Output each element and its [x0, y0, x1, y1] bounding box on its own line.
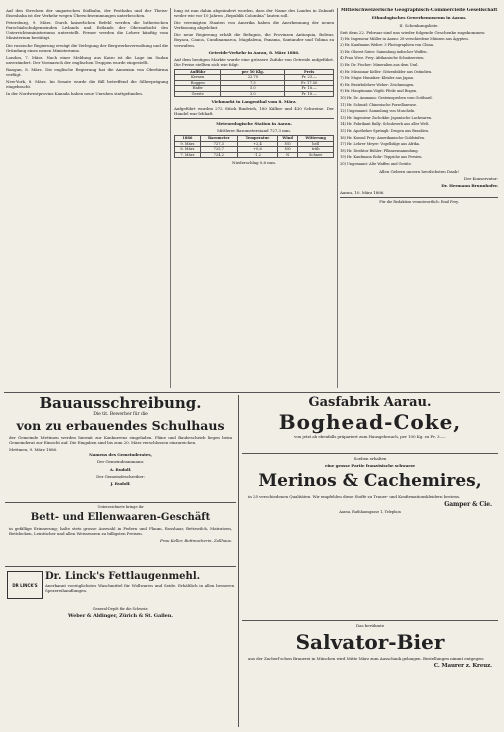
table-cell: 7.5	[221, 80, 285, 85]
table-cell: +0,6	[237, 147, 277, 152]
news-paragraph: Die neue Regierung erhält die Befugnis, die Provinzen Antioquia, Bolivar, Boyaca, Cauca, Cundinamarca, Magdalena, Panama, Santander und Tolima zu verwalten.	[174, 32, 334, 48]
table-row	[175, 80, 334, 85]
list-item: 10) Hr. Dr. Ammann: Gesteinsproben vom Gotthard.	[340, 96, 433, 101]
table-cell: Hafer	[175, 86, 221, 91]
ad-title: Gasfabrik Aarau.	[308, 395, 432, 410]
ad-text: von jetzt ab ebenfalls präpariert zum Hausgebrauch, per 100 Kg. zu Fr. 3.—.	[294, 434, 446, 439]
cattle-market-heading: Viehmarkt in Langenthal vom 8. März.	[211, 98, 297, 104]
list-item: 9) Hr. Hauptmann Vögtli: Pfeile und Bogen.	[340, 89, 418, 94]
meteo-subheading: Mittlerer Barometerstand 727,3 mm.	[217, 128, 291, 134]
grain-price-table	[174, 69, 334, 97]
list-item: 11) Hr. Schmid: Chinesische Porzellanvase.	[340, 102, 418, 107]
table-cell: Fr. 16.—	[285, 86, 334, 91]
ad-intro: Soeben erhalten	[353, 456, 387, 461]
column-rule	[170, 8, 171, 388]
table-cell: Fr. 17.50	[285, 80, 334, 85]
divider	[174, 118, 334, 119]
table-header: per 50 Klg.	[221, 69, 285, 74]
ad-linck	[5, 569, 236, 629]
list-item: 5) Hr. Dr. Fischer: Mineralien aus dem Ural.	[340, 63, 419, 68]
ad-address: Aarau, Rathhausgasse 1, Telephon	[339, 510, 401, 515]
news-paragraph: lung ist nun dahin abgeändert worden, dass der Name des Landes in Zukunft weder wie vor 10 Jahren „Republik Colombia“ lauten soll.	[174, 8, 334, 19]
table-row	[175, 91, 334, 96]
column-rule	[238, 395, 239, 727]
news-paragraph: Petersburg, 9. März. Durch kaiserlichen Befehl werden die lutherischen Parochialschulgemeinden Livlands und Estlands der Oberaufsicht des Unterrichtsministeriums unterstellt. Ferner werden die Lehrer künftig vom Ministerium bestätigt.	[6, 20, 168, 41]
society-subtitle: Ethnologisches Gewerbemuseum in Aarau.	[371, 15, 467, 21]
meteo-heading: Meteorologische Station in Aarau.	[216, 121, 292, 127]
news-column-1	[6, 8, 168, 390]
editor-note: Für die Redaktion verantwortlich: Emil Frey.	[379, 199, 459, 204]
thanks-note: Allen Gebern unsern herzlichsten Dank!	[379, 168, 459, 174]
list-item: 20) Ungenannt: Alte Waffen und Geräte.	[340, 161, 412, 166]
table-cell: 7. März	[175, 152, 201, 157]
table-cell: N	[277, 152, 297, 157]
list-item: 19) Hr. Kaufmann Rohr: Teppiche aus Persien.	[340, 155, 423, 160]
ad-place-date: Mettmen, 9. März 1886.	[9, 447, 58, 453]
list-item: 2) Hr. Kaufmann Weber: 3 Photographien von China.	[340, 43, 434, 48]
divider	[340, 197, 498, 198]
ad-title: Dr. Linck's Fettlaugenmehl.	[45, 571, 201, 582]
ad-signature-name: A. Rudolf.	[109, 466, 132, 472]
table-row	[175, 75, 334, 80]
ad-title: Merinos & Cachemires,	[258, 471, 482, 492]
ad-text: in gefällige Erinnerung; halte stets grosse Auswahl in Federn und Flaum, Rosshaar, Bettzwilch, Matratzen, Bettdecken, Leintücher und allen Weisswaren zu billigsten Preisen.	[9, 525, 232, 536]
ad-title: Bauausschreibung.	[39, 395, 202, 412]
ad-title: Bett- und Ellenwaaren-Geschäft	[30, 511, 211, 523]
ad-text: der Gemeinde Mettmen werden hiermit zur Konkurrenz eingeladen. Pläne und Baubeschrieb liegen beim Gemeinderat zur Einsicht auf. Die Eingaben sind bis zum 20. März verschlossen einzureichen.	[9, 435, 232, 446]
ad-text: in 25 verschiedenen Qualitäten. Wir empfehlen diese Stoffe zu Trauer- und Konfirmationskleidern bestens.	[248, 494, 461, 500]
table-cell: Kernen	[175, 75, 221, 80]
ad-headline: von zu erbauendes Schulhaus	[16, 418, 225, 434]
table-row	[175, 152, 334, 157]
table-cell: 5.0	[221, 86, 285, 91]
table-cell: Fr. 23.—	[285, 75, 334, 80]
table-header: Aufführ	[175, 69, 221, 74]
ad-signature-role: Der Gemeindeammann:	[96, 459, 145, 465]
table-header: Barometer	[200, 136, 237, 141]
list-item: 13) Hr. Ingenieur Zschokke: Japanische Lackwaren.	[340, 115, 433, 120]
signature-name: Dr. Hermann Brunnhofer.	[441, 182, 498, 188]
ad-merinos	[242, 456, 498, 556]
table-cell: 724,2	[200, 152, 237, 157]
meteo-footnote: Niederschlag 0,6 mm.	[232, 160, 276, 166]
table-cell: NO	[277, 147, 297, 152]
table-cell: 22.70	[221, 75, 285, 80]
table-cell: Roggen	[175, 80, 221, 85]
table-header: Preis	[285, 69, 334, 74]
market-heading: Getreide-Verkehr in Aarau, 8. März 1886.	[208, 49, 300, 55]
list-item: 4) Frau Wwe. Frey: Afrikanische Schnitzereien.	[340, 56, 425, 61]
ad-signature-role-2: Der Gemeindeschreiber:	[96, 473, 145, 479]
ad-signature: C. Maurer z. Kreuz.	[433, 663, 492, 670]
ad-intro: Das berühmte	[355, 623, 385, 628]
table-cell: Gerste	[175, 91, 221, 96]
list-item: 15) Hr. Apotheker Sprüngli: Drogen aus Brasilien.	[340, 129, 429, 133]
ad-bauausschreibung	[5, 395, 236, 500]
society-subtitle-2: II. Schenkungsliste.	[399, 22, 439, 28]
section-divider	[4, 392, 500, 393]
news-paragraph: New-York, 8. März. Im Senate wurde die Bill betreffend die Silberprägung eingebracht.	[6, 79, 168, 90]
news-column-2	[174, 8, 334, 390]
news-column-3	[340, 8, 498, 390]
column-rule	[337, 8, 338, 388]
ad-depot: General-Depôt für die Schweiz:	[92, 607, 149, 611]
market-text: Auf dem heutigen Markte wurde eine grössere Zufuhr von Getreide aufgeführt. Die Preise stellten sich wie folgt:	[174, 56, 334, 67]
ad-firm: Weber & Aldinger, Zürich & St. Gallen.	[68, 612, 173, 619]
logo-text: DR LINCK'S	[12, 582, 38, 588]
table-cell: hell	[298, 141, 334, 146]
table-header: Wind	[277, 136, 297, 141]
table-cell: 9. März	[175, 141, 201, 146]
news-paragraph: London, 7. März. Nach einer Meldung aus Kairo ist die Lage im Sudan unverändert. Der Vormarsch der englischen Truppen wurde eingestellt.	[6, 54, 168, 65]
list-item: 7) Hr. Major Hunziker: Kleider aus Japan.	[340, 76, 414, 81]
table-row	[175, 86, 334, 91]
ad-signature-name-2: J. Rudolf.	[110, 480, 131, 486]
list-item: 1) Hr. Ingenieur Müller in Aarau: 28 verschiedene Münzen aus Ägypten.	[340, 36, 469, 41]
ad-product: Boghead-Coke,	[278, 410, 462, 434]
table-cell: 727,3	[200, 141, 237, 146]
dateline: Aarau, 10. März 1886.	[340, 189, 385, 195]
ad-intro: Unterzeichnete bringe ihr	[97, 505, 144, 509]
meteo-table	[174, 135, 334, 158]
ad-signature: Frau Keller, Bettmacherin, Zollhaus.	[159, 537, 232, 543]
ad-intro-2: eine grosse Partie französische schwarze	[324, 463, 416, 469]
table-header: Temperatur	[237, 136, 277, 141]
linck-logo	[7, 571, 43, 599]
ad-gasfabrik	[242, 395, 498, 451]
news-paragraph: Die vereinigten Staaten von Amerika haben die Anerkennung der neuen Verfassung abgelehnt.	[174, 20, 334, 31]
ad-firm: Gamper & Cie.	[444, 501, 492, 509]
table-cell: -1,2	[237, 152, 277, 157]
table-cell: 725,7	[200, 147, 237, 152]
ad-salvator	[242, 623, 498, 727]
table-header: 1886	[175, 136, 201, 141]
news-paragraph: In der Nordwestprovinz Kanada haben neue Unruhen stattgefunden.	[6, 91, 143, 97]
society-intro: Seit dem 22. Februar sind uns wieder folgende Geschenke zugekommen:	[340, 29, 486, 35]
list-item: 18) Hr. Direktor Bühler: Pflanzensammlung.	[340, 148, 419, 153]
ad-divider	[5, 566, 236, 567]
society-title: Mittelschweizerische Geographisch-Commercielle Gesellschaft	[340, 8, 498, 13]
list-item: 16) Hr. Konsul Frey: Amerikanische Goldstufen.	[340, 135, 425, 140]
ad-bettwaren	[5, 505, 236, 565]
list-item: 6) Hr. Missionar Keller: Götzenbilder aus Ostindien.	[340, 69, 433, 74]
list-item: 17) Hr. Lehrer Meyer: Vogelbälge aus Afrika.	[340, 142, 420, 147]
ad-divider	[242, 453, 498, 454]
news-paragraph: Die russische Regierung erwägt die Verlegung der Bergwerksverwaltung und die Gründung eines neuen Ministeriums.	[6, 42, 168, 53]
table-cell: Fr. 18.—	[285, 91, 334, 96]
table-cell: Schnee	[298, 152, 334, 157]
list-item: 8) Hr. Bezirkslehrer Weber: Zeichnungen.	[340, 82, 415, 87]
list-item: 14) Hr. Fabrikant Bally: Schuhwerk aus aller Welt.	[340, 122, 430, 127]
table-cell: trüb	[298, 147, 334, 152]
list-item: 3) Hr. Oberst Suter: Sammlung indischer Waffen.	[340, 49, 428, 54]
table-cell: +2,4	[237, 141, 277, 146]
news-paragraph: Rangun, 8. März. Die englische Regierung hat die Annexion von Oberbirma verfügt.	[6, 66, 168, 78]
ad-text: aus der Zacherl'schen Brauerei in München wird Mitte März zum Ausschank gelangen. Bestellungen nimmt entgegen:	[248, 656, 485, 662]
table-cell: 3.0	[221, 91, 285, 96]
ad-signature-heading: Namens des Gemeinderates,	[89, 452, 152, 458]
table-header: Witterung	[298, 136, 334, 141]
list-item: 12) Ungenannt: Sammlung von Muscheln.	[340, 109, 416, 114]
ad-title: Salvator-Bier	[295, 630, 445, 655]
ad-divider	[5, 502, 236, 503]
table-cell: 8. März	[175, 147, 201, 152]
cattle-market-text: Aufgeführt wurden 272 Stück Rindvieh, 180 Kälber und 430 Schweine. Der Handel war lebhaft.	[174, 106, 334, 117]
ad-text: Anerkannt vorzüglichstes Waschmittel für Wollwaren und Seide. Erhältlich in allen besseren Spezereihandlungen.	[45, 583, 234, 594]
ad-divider	[242, 620, 498, 621]
news-paragraph: Auf den Strecken der ungarischen Südbahn, der Pestbahn und der Theiss-Eisenbahn ist der Verkehr wegen Überschwemmungen unterbrochen.	[6, 8, 168, 19]
table-cell: NO	[277, 141, 297, 146]
ad-subtitle: Die tit. Bewerber für die	[93, 412, 148, 417]
signature-role: Der Konservator:	[463, 175, 498, 181]
donation-list	[340, 37, 498, 167]
